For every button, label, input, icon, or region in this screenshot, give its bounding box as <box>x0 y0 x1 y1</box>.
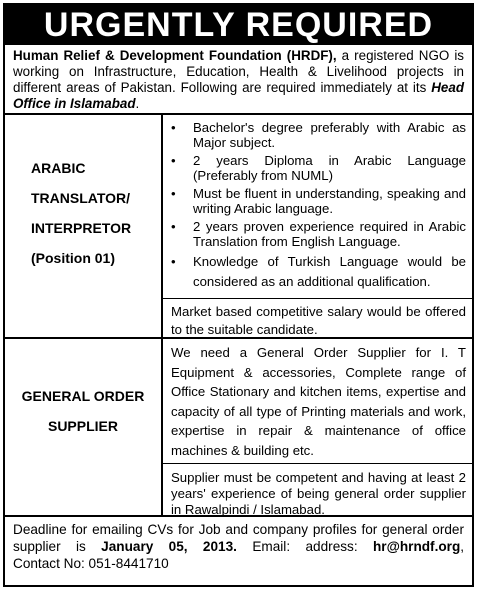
position-title-line: ARABIC <box>31 160 86 176</box>
requirements-list <box>171 120 466 292</box>
salary-note: Market based competitive salary would be offered to the suitable candidate. <box>163 298 472 342</box>
position-title-supplier <box>5 339 163 515</box>
position-title-line: GENERAL ORDER <box>21 388 145 404</box>
position-title-line: (Position 01) <box>31 250 116 266</box>
position-details-translator <box>163 115 472 337</box>
requirement-item: • 2 years Diploma in Arabic Language (Preferably from NUML) <box>171 153 466 183</box>
address-label: address: <box>305 539 358 554</box>
contact-number: Contact No: 051-8441710 <box>13 556 169 571</box>
position-title-translator <box>5 115 163 337</box>
deadline-line: Deadline for emailing CVs for Job and company profiles for general order <box>13 522 464 537</box>
deadline-prefix: supplier is <box>13 539 86 554</box>
email-label: Email: <box>252 539 291 554</box>
position-row-translator <box>5 115 472 339</box>
banner-heading: URGENTLY REQUIRED <box>5 5 472 45</box>
position-title-line: SUPPLIER <box>47 418 118 434</box>
requirement-item: • Knowledge of Turkish Language would be considered as an additional qualification. <box>171 252 466 292</box>
intro-paragraph <box>5 45 472 115</box>
intro-text: a registered NGO is working on Infrastructure, Education, Health & Livelihood projects in different areas of Pakistan. Following are required immediately at its <box>13 48 465 95</box>
footer <box>5 517 472 572</box>
deadline-email-line <box>13 538 464 555</box>
requirement-item: • 2 years proven experience required in Arabic Translation from English Language. <box>171 219 466 249</box>
position-title-line: INTERPRETOR <box>31 220 132 236</box>
supplier-requirement-note: Supplier must be competent and having at least 2 years' experience of being general order supplier in Rawalpindi / Islamabad. <box>163 463 472 521</box>
position-details-supplier <box>163 339 472 515</box>
job-advertisement <box>3 3 474 587</box>
position-title-line: TRANSLATOR/ <box>31 190 131 206</box>
requirements-cell <box>163 115 472 298</box>
email-suffix: , <box>460 539 465 554</box>
intro-end: . <box>135 96 140 111</box>
position-row-supplier <box>5 339 472 517</box>
head-office-location: Head Office in Islamabad <box>13 80 464 111</box>
supplier-description: We need a General Order Supplier for I. T Equipment & accessories, Complete range of Office Stationary and kitchen items, expertise and capacity of all type of Printing materials and work, expertise in repair & maintenance of office machines & building etc. <box>171 345 466 458</box>
organization-name: Human Relief & Development Foundation (HRDF), <box>13 48 337 63</box>
requirement-item: • Must be fluent in understanding, speaking and writing Arabic language. <box>171 186 466 216</box>
email-link[interactable]: hr@hrndf.org <box>373 539 461 554</box>
deadline-date: January 05, 2013. <box>101 539 237 554</box>
requirement-item: • Bachelor's degree preferably with Arabic as Major subject. <box>171 120 466 150</box>
